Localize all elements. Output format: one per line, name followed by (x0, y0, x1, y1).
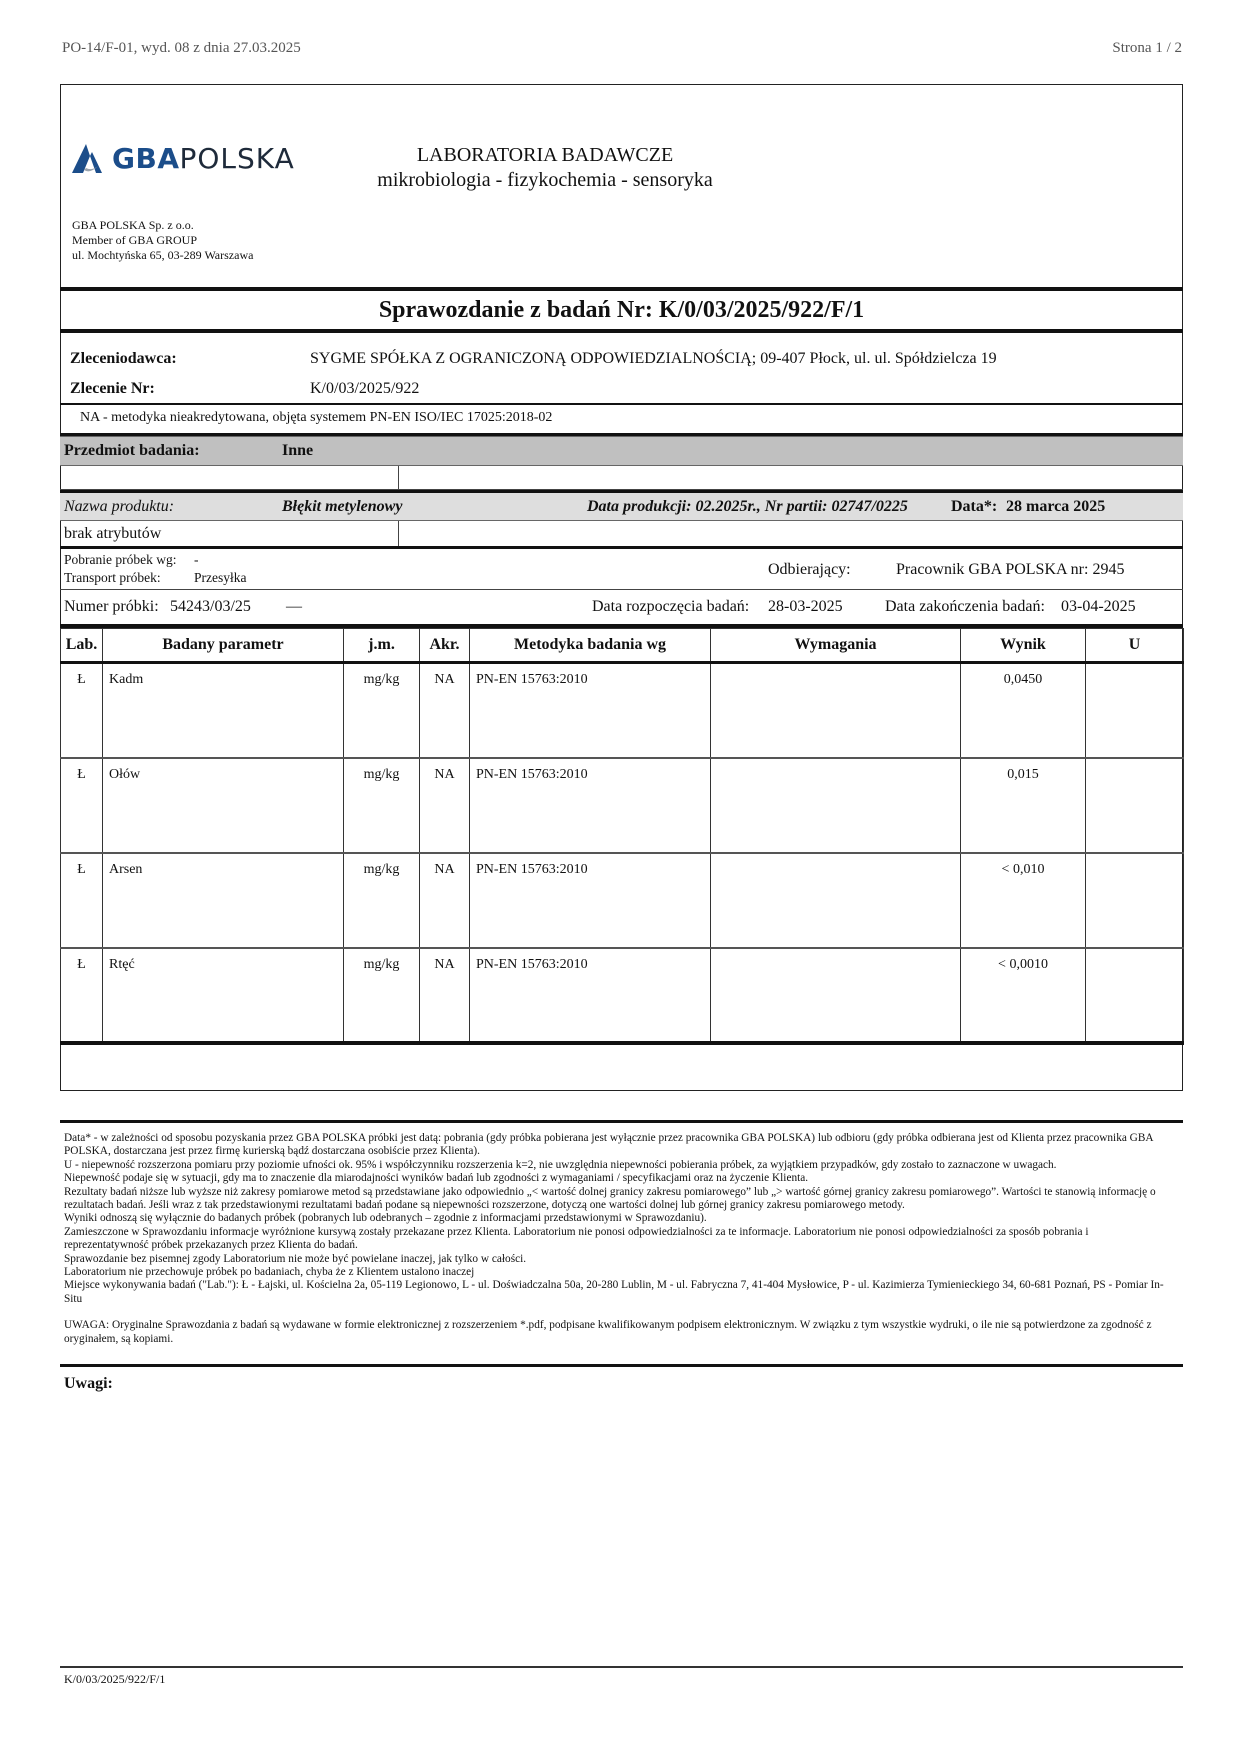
gba-polska-logo (72, 142, 295, 175)
sample-number-label: Numer próbki: (64, 598, 159, 615)
divider (60, 287, 1183, 291)
col-result: Wynik (961, 629, 1086, 663)
col-parameter: Badany parametr (103, 629, 344, 663)
date-label: Data*: (951, 498, 998, 515)
production-info: Data produkcji: 02.2025r., Nr partii: 02747/0225 (587, 498, 908, 515)
cell-uncertainty (1086, 758, 1184, 853)
note-item: U - niepewność rozszerzona pomiaru przy poziomie ufności ok. 95% i współczynniku rozszerzenia k=2, nie uwzględnia niepewności pobierania próbek, za wyjątkiem przypadków, gdy zostało to zaznaczone w uwagach. (64, 1158, 1057, 1171)
cell-unit: mg/kg (344, 948, 420, 1043)
order-label: Zlecenie Nr: (70, 380, 155, 397)
cell-accreditation: NA (420, 663, 470, 758)
cell-uncertainty (1086, 663, 1184, 758)
attributes-value: brak atrybutów (64, 525, 162, 542)
subject-value: Inne (282, 442, 314, 459)
results-table (60, 628, 1184, 1045)
product-name-label: Nazwa produktu: (64, 498, 175, 515)
cell-unit: mg/kg (344, 853, 420, 948)
table-header-row (61, 629, 1184, 663)
product-name-value: Błękit metylenowy (282, 498, 403, 515)
sample-dash: — (286, 598, 302, 615)
end-date-label: Data zakończenia badań: (885, 598, 1045, 615)
footer-report-id: K/0/03/2025/922/F/1 (64, 1672, 166, 1686)
cell-unit: mg/kg (344, 758, 420, 853)
cell-lab: Ł (61, 948, 103, 1043)
col-accreditation: Akr. (420, 629, 470, 663)
lab-title: LABORATORIA BADAWCZE (416, 144, 674, 166)
cell-requirement (711, 758, 961, 853)
note-item: Sprawozdanie bez pisemnej zgody Laboratorium nie może być powielane inaczej, jak tylko w całości. (64, 1252, 527, 1265)
table-row (61, 948, 1184, 1043)
sample-number-value: 54243/03/25 (170, 598, 251, 615)
cell-result: < 0,0010 (961, 948, 1086, 1043)
cell-lab: Ł (61, 853, 103, 948)
note-item: Laboratorium nie przechowuje próbek po badaniach, chyba że z Klientem ustalono inaczej (64, 1266, 475, 1279)
lab-subtitle: mikrobiologia - fizykochemia - sensoryka (377, 169, 713, 191)
sampling-value: - (194, 552, 199, 567)
report-title: Sprawozdanie z badań Nr: K/0/03/2025/922/F/1 (378, 297, 865, 323)
notes-section (64, 1132, 1176, 1346)
cell-parameter: Ołów (103, 758, 344, 853)
cell-method: PN-EN 15763:2010 (470, 948, 711, 1043)
note-item: Miejsce wykonywania badań ("Lab."): Ł - Łajski, ul. Kościelna 2a, 05-119 Legionowo, L - ul. Doświadczalna 50a, 20-280 Lublin, M - ul. Fabryczna 7, 41-404 Mysłowice, P - ul. Kazimierza Tymienieckiego 34, 60-681 Poznań, PS - Pomiar In-Situ (64, 1279, 1164, 1305)
divider (60, 546, 1183, 549)
cell-result: 0,015 (961, 758, 1086, 853)
col-method: Metodyka badania wg (470, 629, 711, 663)
divider (60, 329, 1183, 333)
cell-unit: mg/kg (344, 663, 420, 758)
client-value: SYGME SPÓŁKA Z OGRANICZONĄ ODPOWIEDZIALNOŚCIĄ; 09-407 Płock, ul. ul. Spółdzielcza 19 (310, 350, 997, 367)
logo-triangle-icon (72, 144, 104, 174)
warning-note: UWAGA: Oryginalne Sprawozdania z badań są wydawane w formie elektronicznej z rozszerzeniem *.pdf, podpisane kwalifikowanym podpisem elektronicznym. W związku z tym wszystkie wydruki, o ile nie są potwierdzone za zgodność z oryginałem, są kopiami. (64, 1319, 1152, 1345)
start-date-label: Data rozpoczęcia badań: (592, 598, 750, 615)
product-row (60, 493, 1183, 521)
cell-parameter: Arsen (103, 853, 344, 948)
start-date-value: 28-03-2025 (768, 598, 843, 615)
cell-requirement (711, 853, 961, 948)
date-value: 28 marca 2025 (1006, 498, 1106, 515)
note-item: Niepewność podaje się w sytuacji, gdy ma to znaczenie dla miarodajności wyników badań lub zgodności z wymaganiami / specyfikacjami oraz na życzenie Klienta. (64, 1172, 809, 1185)
footer-divider (60, 1666, 1183, 1668)
sampling-label: Pobranie próbek wg: (64, 552, 177, 567)
logo-text-gba: GBA (112, 142, 180, 175)
receiver-value: Pracownik GBA POLSKA nr: 2945 (896, 561, 1125, 578)
transport-label: Transport próbek: (64, 570, 161, 585)
empty-row (60, 466, 1183, 490)
logo-text-polska: POLSKA (179, 142, 295, 175)
na-note: NA - metodyka nieakredytowana, objęta systemem PN-EN ISO/IEC 17025:2018-02 (80, 410, 553, 425)
table-row (61, 663, 1184, 758)
table-row (61, 758, 1184, 853)
cell-uncertainty (1086, 948, 1184, 1043)
divider (60, 589, 1183, 590)
cell-lab: Ł (61, 758, 103, 853)
lab-heading (370, 143, 720, 193)
note-item: Data* - w zależności od sposobu pozyskania przez GBA POLSKA próbki jest datą: pobrania (gdy próbka pobierana jest wyłącznie przez pracownika GBA POLSKA) lub odbioru (gdy próbka odbierana jest od Klienta przez pracownika GBA POLSKA, dostarczana jest przez firmę kurierską bądź dostarczana osobiście przez Klienta). (64, 1132, 1153, 1158)
transport-value: Przesyłka (194, 570, 247, 585)
divider (60, 403, 1183, 405)
col-unit: j.m. (344, 629, 420, 663)
company-address (72, 218, 253, 263)
note-item: Wyniki odnoszą się wyłącznie do badanych próbek (pobranych lub odebranych – zgodnie z informacjami przedstawionymi w Sprawozdaniu). (64, 1212, 707, 1225)
cell-divider (398, 521, 399, 546)
company-line: Member of GBA GROUP (72, 233, 197, 247)
cell-requirement (711, 663, 961, 758)
subject-label: Przedmiot badania: (64, 442, 200, 459)
company-line: ul. Mochtyńska 65, 03-289 Warszawa (72, 248, 254, 262)
cell-divider (398, 466, 399, 490)
col-uncertainty: U (1086, 629, 1184, 663)
cell-parameter: Kadm (103, 663, 344, 758)
order-value: K/0/03/2025/922 (310, 380, 420, 397)
attributes-row (60, 521, 1183, 546)
cell-result: < 0,010 (961, 853, 1086, 948)
note-item: Zamieszczone w Sprawozdaniu informacje wyróżnione kursywą zostały przekazane przez Klienta. Laboratorium nie ponosi odpowiedzialności za te informacje. Laboratorium nie ponosi odpowiedzialności za sposób pobrania i reprezentatywność próbek przekazanych przez Klienta do badań. (64, 1225, 1089, 1252)
col-lab: Lab. (61, 629, 103, 663)
end-date-value: 03-04-2025 (1061, 598, 1136, 615)
col-requirements: Wymagania (711, 629, 961, 663)
divider (60, 1364, 1183, 1367)
cell-accreditation: NA (420, 853, 470, 948)
cell-accreditation: NA (420, 948, 470, 1043)
receiver-label: Odbierający: (768, 561, 851, 578)
cell-result: 0,0450 (961, 663, 1086, 758)
cell-uncertainty (1086, 853, 1184, 948)
page-number: Strona 1 / 2 (1112, 40, 1182, 56)
note-item: Rezultaty badań niższe lub wyższe niż zakresy pomiarowe metod są przedstawiane jako odpowiednio „< wartość dolnej granicy zakresu pomiarowego” lub „> wartość górnej granicy zakresu pomiarowego”. Wartości te stanowią informację o rezultatach badań. Jeśli wraz z tak przedstawionymi rezultatami badań podane są niepewności rozszerzone, dotyczą one wartości dolnej lub górnej granicy zakresu pomiarowego metody. (64, 1185, 1156, 1212)
company-line: GBA POLSKA Sp. z o.o. (72, 218, 194, 232)
subject-row (60, 436, 1183, 466)
form-id: PO-14/F-01, wyd. 08 z dnia 27.03.2025 (62, 40, 301, 56)
cell-accreditation: NA (420, 758, 470, 853)
divider (60, 1120, 1183, 1123)
cell-lab: Ł (61, 663, 103, 758)
cell-requirement (711, 948, 961, 1043)
client-label: Zleceniodawca: (70, 350, 177, 367)
table-row (61, 853, 1184, 948)
cell-method: PN-EN 15763:2010 (470, 758, 711, 853)
cell-method: PN-EN 15763:2010 (470, 853, 711, 948)
cell-parameter: Rtęć (103, 948, 344, 1043)
cell-method: PN-EN 15763:2010 (470, 663, 711, 758)
remarks-label: Uwagi: (64, 1375, 113, 1392)
